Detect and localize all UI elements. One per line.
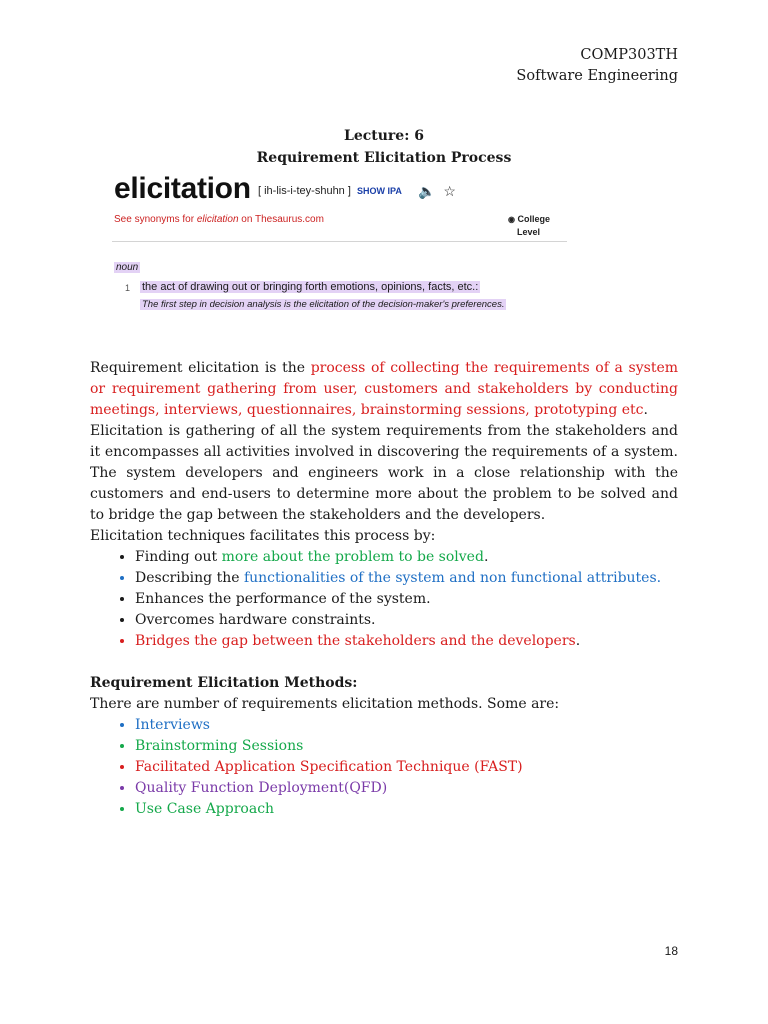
synonyms-prefix: See synonyms for xyxy=(114,214,197,225)
divider xyxy=(112,241,567,242)
show-ipa-link: SHOW IPA xyxy=(356,186,402,196)
course-code: COMP303TH xyxy=(580,47,678,63)
document-header xyxy=(516,45,678,87)
list-item: • Facilitated Application Specification Technique (FAST) xyxy=(135,757,678,778)
synonyms-line xyxy=(114,214,324,225)
bullet-end: . xyxy=(483,549,489,565)
pronunciation xyxy=(258,185,402,197)
intro-highlight: process of collecting the requirements of a system or requirement gathering from user, customers and stakeholders by conducting meetings, interviews, questionnaires, brainstorming sessions, prototyping etc xyxy=(90,360,679,418)
list-item xyxy=(135,631,678,652)
bullet-highlight: functionalities of the system and non functional attributes. xyxy=(243,570,662,586)
intro-end: . xyxy=(643,402,648,418)
pronunciation-text: [ ih-lis-i-tey-shuhn ] xyxy=(258,185,351,197)
lecture-number: Lecture: 6 xyxy=(344,128,424,144)
list-item: • Use Case Approach xyxy=(135,799,678,820)
course-name: Software Engineering xyxy=(516,68,678,84)
speaker-icon: 🔈 xyxy=(418,183,436,199)
graduation-cap-icon: ◉ xyxy=(508,215,515,224)
section-title: Requirement Elicitation Methods: xyxy=(90,675,358,691)
document-body xyxy=(90,358,678,820)
bullet-highlight: Bridges the gap between the stakeholders and the developers xyxy=(135,633,576,649)
methods-list xyxy=(90,715,678,820)
list-item: • Overcomes hardware constraints. xyxy=(135,610,678,631)
bullet-end: . xyxy=(575,633,581,649)
list-item: • Enhances the performance of the system. xyxy=(135,589,678,610)
definition-example: The first step in decision analysis is the elicitation of the decision-maker's preferences. xyxy=(142,299,505,310)
dictionary-excerpt xyxy=(112,172,572,317)
list-item: • Interviews xyxy=(135,715,678,736)
bullet-text: Describing the xyxy=(135,570,244,586)
level-line1: College xyxy=(517,214,551,224)
techniques-list xyxy=(90,547,678,652)
methods-intro: There are number of requirements elicitation methods. Some are: xyxy=(90,696,560,712)
lecture-heading xyxy=(0,125,768,169)
star-icon: ☆ xyxy=(443,183,456,199)
paragraph-definition: Elicitation is gathering of all the system requirements from the stakeholders and it encompasses all activities involved in discovering the requirements of a system. The system developers and engineers work in a close relationship with the customers and end-users to determine more about the problem to be solved and to bridge the gap between the stakeholders and the developers. xyxy=(90,423,678,523)
list-item xyxy=(135,568,678,589)
paragraph-intro xyxy=(90,358,678,421)
dictionary-icons xyxy=(418,183,456,200)
synonyms-suffix: on Thesaurus.com xyxy=(238,214,324,225)
page-number: 18 xyxy=(664,944,678,958)
list-item: • Brainstorming Sessions xyxy=(135,736,678,757)
part-of-speech: noun xyxy=(116,262,139,273)
definition-number: 1 xyxy=(125,283,131,293)
definition-text: the act of drawing out or bringing forth emotions, opinions, facts, etc.: xyxy=(142,281,479,293)
bullet-text: Finding out xyxy=(135,549,222,565)
list-item xyxy=(135,547,678,568)
dictionary-word: elicitation xyxy=(114,172,251,205)
paragraph-techniques: Elicitation techniques facilitates this process by: xyxy=(90,528,436,544)
intro-lead: Requirement elicitation is the xyxy=(90,360,311,376)
level-line2: Level xyxy=(517,227,541,237)
list-item: • Quality Function Deployment(QFD) xyxy=(135,778,678,799)
level-badge xyxy=(508,213,550,239)
synonyms-word: elicitation xyxy=(196,214,239,225)
lecture-title: Requirement Elicitation Process xyxy=(256,150,512,166)
bullet-highlight: more about the problem to be solved xyxy=(221,549,484,565)
